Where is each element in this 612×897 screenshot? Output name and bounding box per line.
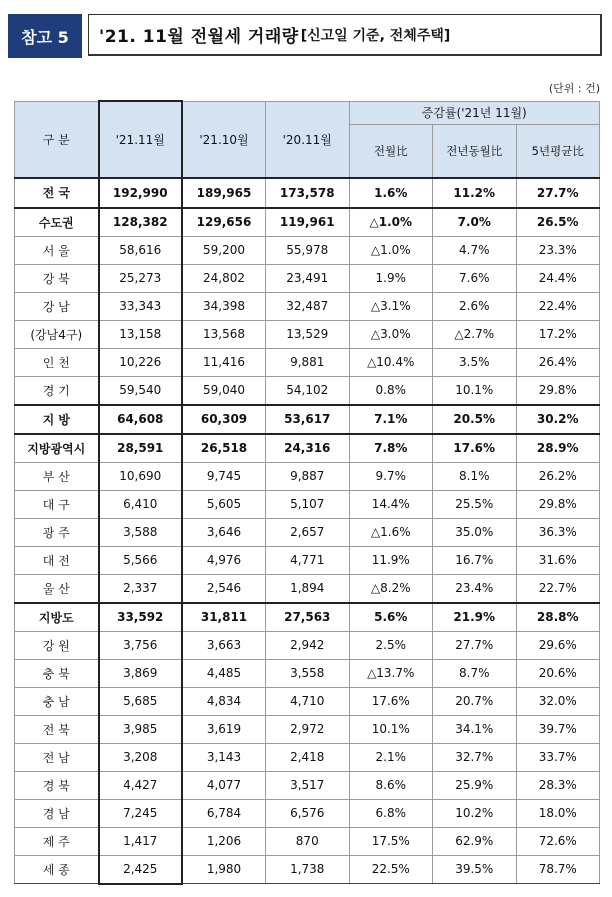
row-label: 부 산 <box>15 462 99 490</box>
value-2021-11: 28,591 <box>99 434 183 463</box>
row-label: 경 남 <box>15 799 99 827</box>
value-2021-11: 5,685 <box>99 687 183 715</box>
value-2021-10: 5,605 <box>182 490 266 518</box>
value-2021-11: 3,208 <box>99 743 183 771</box>
value-2020-11: 1,738 <box>266 855 350 884</box>
value-2021-10: 26,518 <box>182 434 266 463</box>
value-2021-11: 3,985 <box>99 715 183 743</box>
change-mom: △1.6% <box>349 518 433 546</box>
table-row <box>15 603 600 632</box>
value-2021-10: 3,646 <box>182 518 266 546</box>
change-mom: △13.7% <box>349 659 433 687</box>
change-yoy: 62.9% <box>433 827 517 855</box>
change-yoy: 34.1% <box>433 715 517 743</box>
change-5y-avg: 22.7% <box>516 574 600 603</box>
row-label: 전 북 <box>15 715 99 743</box>
value-2021-11: 7,245 <box>99 799 183 827</box>
value-2020-11: 3,558 <box>266 659 350 687</box>
change-5y-avg: 29.6% <box>516 631 600 659</box>
page-title: '21. 11월 전월세 거래량 <box>99 27 299 47</box>
value-2020-11: 24,316 <box>266 434 350 463</box>
table-row <box>15 827 600 855</box>
value-2021-10: 3,663 <box>182 631 266 659</box>
row-label: 강 남 <box>15 292 99 320</box>
change-mom: 9.7% <box>349 462 433 490</box>
change-mom: 0.8% <box>349 376 433 405</box>
row-label: 경 기 <box>15 376 99 405</box>
change-mom: 2.1% <box>349 743 433 771</box>
row-label: 수도권 <box>15 208 99 237</box>
table-row <box>15 659 600 687</box>
table-row <box>15 208 600 237</box>
header-category: 구 분 <box>15 101 99 178</box>
value-2020-11: 4,710 <box>266 687 350 715</box>
value-2020-11: 2,942 <box>266 631 350 659</box>
row-label: 지 방 <box>15 405 99 434</box>
value-2020-11: 3,517 <box>266 771 350 799</box>
table-row <box>15 518 600 546</box>
header-mom: 전월比 <box>349 124 433 178</box>
table-row <box>15 434 600 463</box>
change-yoy: 10.1% <box>433 376 517 405</box>
row-label: 울 산 <box>15 574 99 603</box>
value-2020-11: 54,102 <box>266 376 350 405</box>
change-yoy: 20.7% <box>433 687 517 715</box>
row-label: 전 남 <box>15 743 99 771</box>
change-5y-avg: 33.7% <box>516 743 600 771</box>
change-5y-avg: 23.3% <box>516 236 600 264</box>
table-row <box>15 264 600 292</box>
change-yoy: 2.6% <box>433 292 517 320</box>
value-2021-11: 128,382 <box>99 208 183 237</box>
change-yoy: 8.7% <box>433 659 517 687</box>
value-2021-10: 11,416 <box>182 348 266 376</box>
reference-badge: 참고 5 <box>8 14 82 58</box>
change-5y-avg: 72.6% <box>516 827 600 855</box>
value-2021-10: 3,619 <box>182 715 266 743</box>
page-subtitle: [신고일 기준, 전체주택] <box>300 27 451 44</box>
unit-label: (단위 : 건) <box>548 82 600 95</box>
value-2020-11: 2,418 <box>266 743 350 771</box>
change-5y-avg: 32.0% <box>516 687 600 715</box>
value-2021-10: 4,976 <box>182 546 266 574</box>
change-yoy: 25.9% <box>433 771 517 799</box>
row-label: 충 북 <box>15 659 99 687</box>
value-2021-10: 24,802 <box>182 264 266 292</box>
change-5y-avg: 26.2% <box>516 462 600 490</box>
value-2020-11: 9,881 <box>266 348 350 376</box>
table-row <box>15 574 600 603</box>
table-row <box>15 178 600 208</box>
change-mom: 17.6% <box>349 687 433 715</box>
value-2021-11: 13,158 <box>99 320 183 348</box>
change-mom: 1.9% <box>349 264 433 292</box>
value-2020-11: 1,894 <box>266 574 350 603</box>
row-label: 서 울 <box>15 236 99 264</box>
value-2021-10: 129,656 <box>182 208 266 237</box>
change-mom: 8.6% <box>349 771 433 799</box>
row-label: 전 국 <box>15 178 99 208</box>
row-label: 인 천 <box>15 348 99 376</box>
change-yoy: 21.9% <box>433 603 517 632</box>
header-2020-11: '20.11월 <box>266 101 350 178</box>
value-2020-11: 4,771 <box>266 546 350 574</box>
value-2021-11: 6,410 <box>99 490 183 518</box>
row-label: 제 주 <box>15 827 99 855</box>
change-5y-avg: 22.4% <box>516 292 600 320</box>
value-2021-11: 3,869 <box>99 659 183 687</box>
change-yoy: 8.1% <box>433 462 517 490</box>
change-5y-avg: 28.9% <box>516 434 600 463</box>
value-2021-11: 59,540 <box>99 376 183 405</box>
table-row <box>15 631 600 659</box>
value-2020-11: 55,978 <box>266 236 350 264</box>
change-5y-avg: 29.8% <box>516 490 600 518</box>
value-2021-11: 3,756 <box>99 631 183 659</box>
table-row <box>15 546 600 574</box>
change-yoy: 25.5% <box>433 490 517 518</box>
change-yoy: 17.6% <box>433 434 517 463</box>
change-5y-avg: 28.8% <box>516 603 600 632</box>
report-header <box>8 14 604 58</box>
value-2021-11: 2,425 <box>99 855 183 884</box>
change-mom: △3.0% <box>349 320 433 348</box>
change-mom: 7.8% <box>349 434 433 463</box>
change-mom: 11.9% <box>349 546 433 574</box>
value-2021-10: 34,398 <box>182 292 266 320</box>
change-5y-avg: 27.7% <box>516 178 600 208</box>
change-yoy: 39.5% <box>433 855 517 884</box>
change-5y-avg: 36.3% <box>516 518 600 546</box>
change-mom: 14.4% <box>349 490 433 518</box>
value-2021-10: 4,077 <box>182 771 266 799</box>
table-row <box>15 771 600 799</box>
table-row <box>15 855 600 884</box>
table-row <box>15 236 600 264</box>
change-yoy: 35.0% <box>433 518 517 546</box>
change-5y-avg: 78.7% <box>516 855 600 884</box>
value-2021-10: 3,143 <box>182 743 266 771</box>
value-2021-11: 10,226 <box>99 348 183 376</box>
value-2021-11: 192,990 <box>99 178 183 208</box>
header-yoy: 전년동월比 <box>433 124 517 178</box>
value-2021-10: 2,546 <box>182 574 266 603</box>
change-yoy: 11.2% <box>433 178 517 208</box>
title-box <box>88 14 602 56</box>
table-row <box>15 462 600 490</box>
value-2020-11: 173,578 <box>266 178 350 208</box>
change-yoy: 20.5% <box>433 405 517 434</box>
change-yoy: 4.7% <box>433 236 517 264</box>
change-5y-avg: 26.5% <box>516 208 600 237</box>
row-label: (강남4구) <box>15 320 99 348</box>
row-label: 지방광역시 <box>15 434 99 463</box>
change-mom: △1.0% <box>349 236 433 264</box>
row-label: 강 북 <box>15 264 99 292</box>
value-2020-11: 9,887 <box>266 462 350 490</box>
table-row <box>15 715 600 743</box>
table-row <box>15 320 600 348</box>
change-mom: △10.4% <box>349 348 433 376</box>
change-yoy: 3.5% <box>433 348 517 376</box>
change-mom: 22.5% <box>349 855 433 884</box>
value-2021-10: 13,568 <box>182 320 266 348</box>
header-2021-11: '21.11월 <box>99 101 183 178</box>
value-2021-11: 4,427 <box>99 771 183 799</box>
change-5y-avg: 20.6% <box>516 659 600 687</box>
value-2021-11: 2,337 <box>99 574 183 603</box>
change-5y-avg: 26.4% <box>516 348 600 376</box>
header-2021-10: '21.10월 <box>182 101 266 178</box>
change-mom: 2.5% <box>349 631 433 659</box>
change-5y-avg: 24.4% <box>516 264 600 292</box>
change-yoy: 23.4% <box>433 574 517 603</box>
value-2021-11: 64,608 <box>99 405 183 434</box>
value-2021-10: 9,745 <box>182 462 266 490</box>
table-row <box>15 348 600 376</box>
value-2021-11: 25,273 <box>99 264 183 292</box>
value-2021-11: 33,343 <box>99 292 183 320</box>
value-2020-11: 53,617 <box>266 405 350 434</box>
value-2021-10: 31,811 <box>182 603 266 632</box>
row-label: 세 종 <box>15 855 99 884</box>
change-yoy: 16.7% <box>433 546 517 574</box>
value-2021-11: 3,588 <box>99 518 183 546</box>
change-5y-avg: 17.2% <box>516 320 600 348</box>
value-2021-11: 10,690 <box>99 462 183 490</box>
value-2021-10: 4,834 <box>182 687 266 715</box>
value-2020-11: 23,491 <box>266 264 350 292</box>
table-row <box>15 405 600 434</box>
change-mom: 7.1% <box>349 405 433 434</box>
table-row <box>15 376 600 405</box>
value-2021-10: 1,206 <box>182 827 266 855</box>
value-2020-11: 5,107 <box>266 490 350 518</box>
value-2021-10: 59,040 <box>182 376 266 405</box>
value-2020-11: 2,657 <box>266 518 350 546</box>
change-yoy: 27.7% <box>433 631 517 659</box>
change-mom: 10.1% <box>349 715 433 743</box>
row-label: 대 전 <box>15 546 99 574</box>
row-label: 광 주 <box>15 518 99 546</box>
value-2020-11: 870 <box>266 827 350 855</box>
header-5y-avg: 5년평균比 <box>516 124 600 178</box>
change-yoy: 32.7% <box>433 743 517 771</box>
transaction-table <box>14 100 600 885</box>
table-row <box>15 743 600 771</box>
change-5y-avg: 18.0% <box>516 799 600 827</box>
value-2021-10: 6,784 <box>182 799 266 827</box>
value-2021-11: 1,417 <box>99 827 183 855</box>
change-yoy: 7.6% <box>433 264 517 292</box>
value-2021-11: 33,592 <box>99 603 183 632</box>
change-mom: 5.6% <box>349 603 433 632</box>
change-5y-avg: 39.7% <box>516 715 600 743</box>
change-mom: 17.5% <box>349 827 433 855</box>
change-yoy: △2.7% <box>433 320 517 348</box>
change-yoy: 10.2% <box>433 799 517 827</box>
change-mom: 1.6% <box>349 178 433 208</box>
value-2020-11: 32,487 <box>266 292 350 320</box>
value-2021-10: 189,965 <box>182 178 266 208</box>
value-2021-10: 4,485 <box>182 659 266 687</box>
value-2021-10: 59,200 <box>182 236 266 264</box>
change-yoy: 7.0% <box>433 208 517 237</box>
value-2020-11: 13,529 <box>266 320 350 348</box>
change-5y-avg: 30.2% <box>516 405 600 434</box>
header-change-rate: 증감률('21년 11월) <box>349 101 600 124</box>
table-row <box>15 292 600 320</box>
row-label: 지방도 <box>15 603 99 632</box>
value-2020-11: 27,563 <box>266 603 350 632</box>
value-2020-11: 119,961 <box>266 208 350 237</box>
value-2020-11: 6,576 <box>266 799 350 827</box>
table-row <box>15 687 600 715</box>
row-label: 충 남 <box>15 687 99 715</box>
change-mom: △8.2% <box>349 574 433 603</box>
change-mom: 6.8% <box>349 799 433 827</box>
value-2021-11: 58,616 <box>99 236 183 264</box>
value-2021-10: 1,980 <box>182 855 266 884</box>
value-2021-10: 60,309 <box>182 405 266 434</box>
change-mom: △1.0% <box>349 208 433 237</box>
change-5y-avg: 29.8% <box>516 376 600 405</box>
row-label: 강 원 <box>15 631 99 659</box>
table-row <box>15 799 600 827</box>
value-2021-11: 5,566 <box>99 546 183 574</box>
value-2020-11: 2,972 <box>266 715 350 743</box>
change-5y-avg: 31.6% <box>516 546 600 574</box>
change-5y-avg: 28.3% <box>516 771 600 799</box>
change-mom: △3.1% <box>349 292 433 320</box>
row-label: 대 구 <box>15 490 99 518</box>
row-label: 경 북 <box>15 771 99 799</box>
table-row <box>15 490 600 518</box>
